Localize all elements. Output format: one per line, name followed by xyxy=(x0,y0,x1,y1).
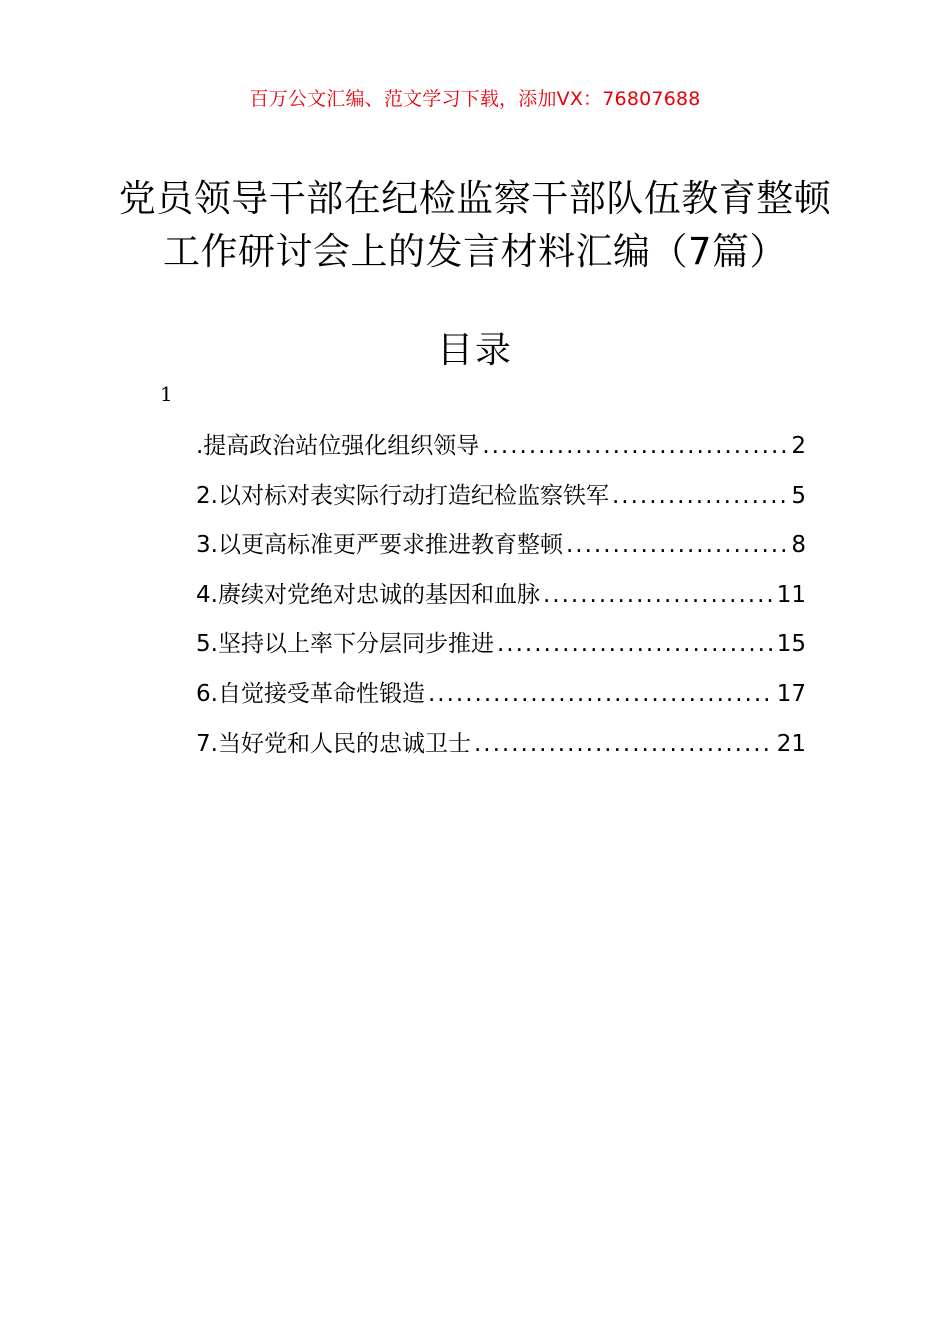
toc-stray-number: 1 xyxy=(160,382,173,406)
toc-dot-leader xyxy=(497,631,774,657)
toc-dot-leader xyxy=(612,483,788,509)
toc-entry-page: 11 xyxy=(776,581,806,608)
toc-entry[interactable] xyxy=(196,725,806,775)
toc-entry-page: 21 xyxy=(776,730,806,757)
toc-entry[interactable] xyxy=(196,427,806,477)
toc-heading: 目录 xyxy=(436,330,513,371)
document-title: 党员领导干部在纪检监察干部队伍教育整顿工作研讨会上的发言材料汇编（7篇） xyxy=(118,177,832,273)
toc-entry[interactable] xyxy=(196,576,806,626)
promo-banner: 百万公文汇编、范文学习下载，添加VX：76807688 xyxy=(249,88,701,110)
toc-entry-page: 15 xyxy=(776,631,806,658)
toc-entry-label: 5.坚持以上率下分层同步推进 xyxy=(196,631,494,658)
toc-entry-label: 7.当好党和人民的忠诚卫士 xyxy=(196,730,471,757)
toc-entry[interactable] xyxy=(196,526,806,576)
toc-entry-page: 17 xyxy=(776,680,806,707)
toc-list xyxy=(196,427,806,774)
toc-entry-label: 4.赓续对党绝对忠诚的基因和血脉 xyxy=(196,581,540,608)
toc-dot-leader xyxy=(428,681,774,707)
toc-dot-leader xyxy=(566,532,788,558)
toc-entry-label: 2.以对标对表实际行动打造纪检监察铁军 xyxy=(196,482,609,509)
toc-entry-page: 8 xyxy=(791,532,806,559)
toc-entry[interactable] xyxy=(196,625,806,675)
toc-entry-label: 3.以更高标准更严要求推进教育整顿 xyxy=(196,532,563,559)
toc-entry-label: .提高政治站位强化组织领导 xyxy=(196,433,480,459)
toc-entry[interactable] xyxy=(196,477,806,527)
toc-dot-leader xyxy=(543,582,774,608)
toc-entry-page: 5 xyxy=(791,482,806,509)
toc-dot-leader xyxy=(474,731,774,757)
toc-entry[interactable] xyxy=(196,675,806,725)
toc-entry-label: 6.自觉接受革命性锻造 xyxy=(196,680,425,707)
toc-dot-leader xyxy=(482,433,788,459)
toc-entry-page: 2 xyxy=(791,433,806,459)
